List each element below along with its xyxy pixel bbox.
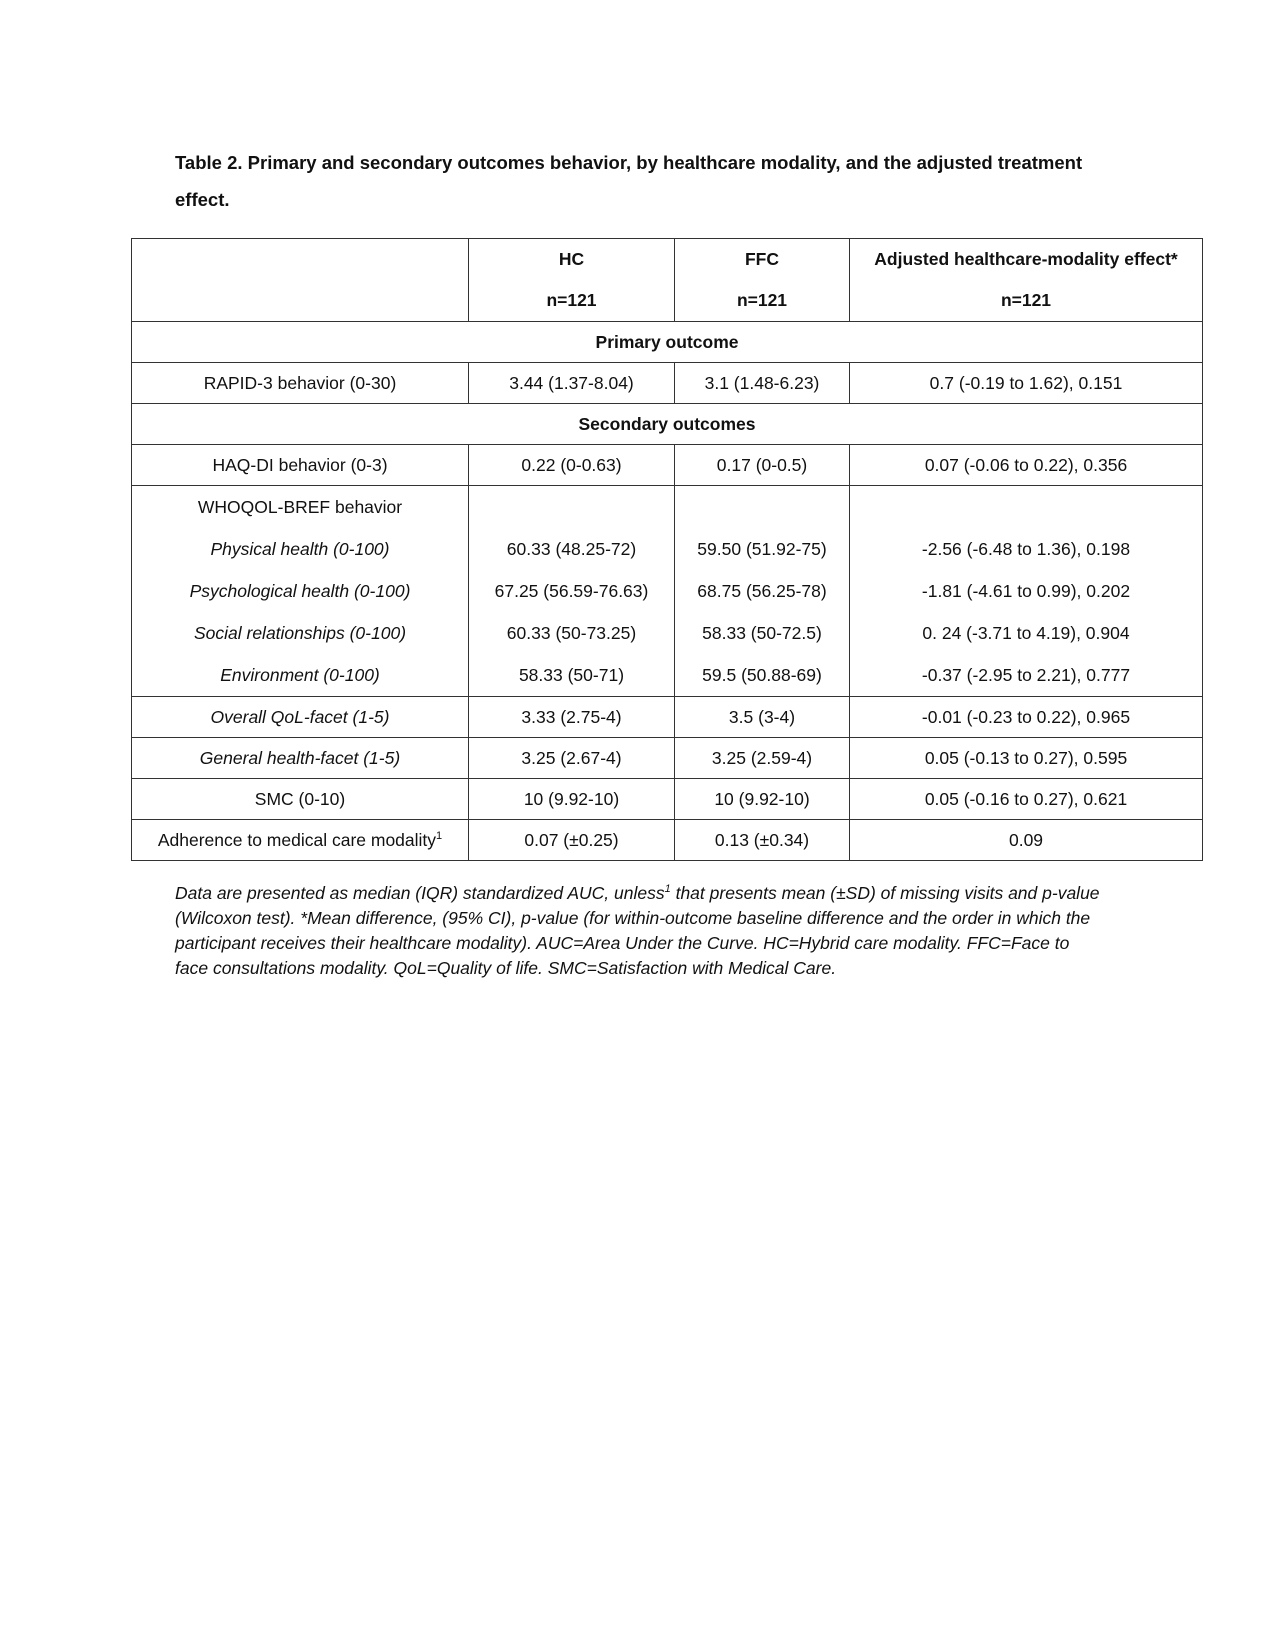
header-empty-cell (132, 239, 469, 322)
row-label: Environment (0-100) (220, 665, 380, 685)
effect-value: -1.81 (-4.61 to 0.99), 0.202 (921, 581, 1131, 601)
section-row-primary (132, 322, 1203, 363)
header-hc (469, 239, 675, 322)
table-row (132, 820, 1203, 861)
whoqol-effect-values (850, 486, 1203, 697)
ffc-value: 0.17 (0-0.5) (675, 445, 850, 486)
row-label: Overall QoL-facet (1-5) (132, 697, 469, 738)
table-row (132, 697, 1203, 738)
table-footnote (175, 877, 1105, 981)
effect-value: -2.56 (-6.48 to 1.36), 0.198 (921, 539, 1131, 559)
header-hc-n: n=121 (546, 290, 597, 310)
whoqol-ffc-values (675, 486, 850, 697)
ffc-value: 3.1 (1.48-6.23) (675, 363, 850, 404)
footnote-marker: 1 (436, 829, 443, 842)
row-label: Psychological health (0-100) (189, 581, 411, 601)
outcomes-table (131, 238, 1203, 861)
ffc-value: 0.13 (±0.34) (675, 820, 850, 861)
header-ffc (675, 239, 850, 322)
row-label: RAPID-3 behavior (0-30) (132, 363, 469, 404)
footnote-text-1: Data are presented as median (IQR) standardized AUC, unless (175, 882, 665, 903)
row-label: General health-facet (1-5) (132, 738, 469, 779)
footnote-text-2: that presents mean (±SD) of missing visits and p-value (Wilcoxon test). *Mean difference, (95% CI), p-value (for within-outcome baseline difference and the order in which the participant receives their healthcare modality). AUC=Area Under the Curve. HC=Hybrid care modality. FFC=Face to face consultations modality. QoL=Quality of life. SMC=Satisfaction with Medical Care. (175, 882, 1100, 978)
whoqol-row (132, 486, 1203, 697)
ffc-value: 59.50 (51.92-75) (697, 539, 827, 559)
header-ffc-title: FFC (744, 249, 780, 269)
ffc-value: 3.5 (3-4) (675, 697, 850, 738)
hc-value: 10 (9.92-10) (469, 779, 675, 820)
table-row (132, 363, 1203, 404)
hc-value: 60.33 (50-73.25) (506, 623, 637, 643)
hc-value: 0.07 (±0.25) (469, 820, 675, 861)
table-caption: Table 2. Primary and secondary outcomes behavior, by healthcare modality, and the adjusted treatment effect. (175, 152, 1083, 210)
hc-value: 60.33 (48.25-72) (506, 539, 637, 559)
row-label: Adherence to medical care modality (157, 829, 437, 850)
hc-value: 3.25 (2.67-4) (469, 738, 675, 779)
whoqol-title: WHOQOL-BREF behavior (197, 497, 403, 517)
table-row (132, 779, 1203, 820)
whoqol-labels (132, 486, 469, 697)
section-title-primary: Primary outcome (132, 322, 1203, 363)
header-hc-title: HC (558, 249, 585, 269)
table-header-row (132, 239, 1203, 322)
ffc-value: 68.75 (56.25-78) (697, 581, 827, 601)
hc-value: 58.33 (50-71) (518, 665, 625, 685)
effect-value: -0.37 (-2.95 to 2.21), 0.777 (921, 665, 1131, 685)
section-row-secondary (132, 404, 1203, 445)
whoqol-hc-values (469, 486, 675, 697)
header-effect (850, 239, 1203, 322)
footnote-marker: 1 (664, 883, 671, 895)
row-label: Physical health (0-100) (210, 539, 390, 559)
ffc-value: 58.33 (50-72.5) (702, 623, 822, 643)
ffc-value: 59.5 (50.88-69) (702, 665, 822, 685)
header-effect-n: n=121 (1000, 290, 1052, 310)
ffc-value: 10 (9.92-10) (675, 779, 850, 820)
row-label: SMC (0-10) (132, 779, 469, 820)
effect-value: 0.05 (-0.13 to 0.27), 0.595 (850, 738, 1203, 779)
row-label: Social relationships (0-100) (193, 623, 407, 643)
effect-value: 0.09 (850, 820, 1203, 861)
effect-value: 0.7 (-0.19 to 1.62), 0.151 (850, 363, 1203, 404)
hc-value: 67.25 (56.59-76.63) (494, 581, 649, 601)
section-title-secondary: Secondary outcomes (132, 404, 1203, 445)
header-ffc-n: n=121 (736, 290, 788, 310)
ffc-value: 3.25 (2.59-4) (675, 738, 850, 779)
effect-value: 0. 24 (-3.71 to 4.19), 0.904 (922, 623, 1130, 643)
table-row (132, 445, 1203, 486)
effect-value: 0.07 (-0.06 to 0.22), 0.356 (850, 445, 1203, 486)
hc-value: 3.33 (2.75-4) (469, 697, 675, 738)
effect-value: -0.01 (-0.23 to 0.22), 0.965 (850, 697, 1203, 738)
hc-value: 0.22 (0-0.63) (469, 445, 675, 486)
row-label: HAQ-DI behavior (0-3) (132, 445, 469, 486)
table-row (132, 738, 1203, 779)
header-effect-title: Adjusted healthcare-modality effect* (874, 249, 1178, 269)
effect-value: 0.05 (-0.16 to 0.27), 0.621 (850, 779, 1203, 820)
hc-value: 3.44 (1.37-8.04) (469, 363, 675, 404)
row-label-adherence (132, 820, 469, 861)
